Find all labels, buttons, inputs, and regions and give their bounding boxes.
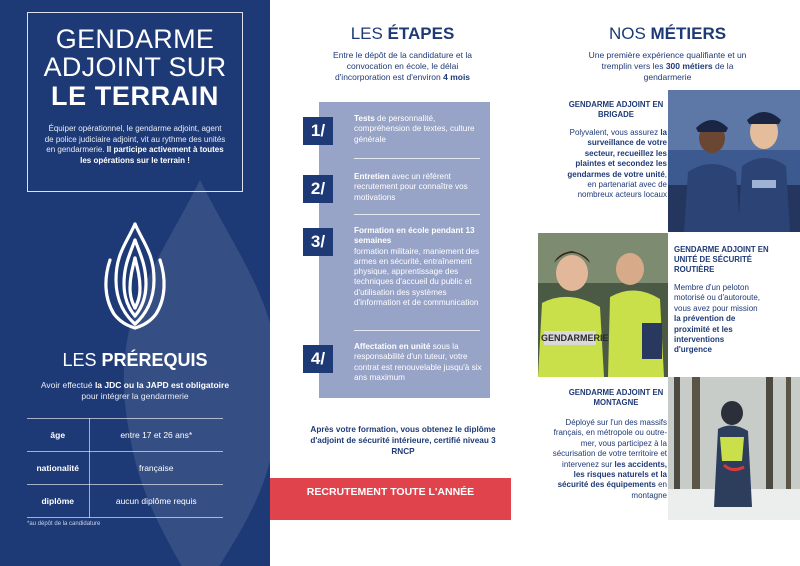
step-body: de personnalité, compréhension de textes, culture générale <box>354 114 475 144</box>
prereq-sub-part2: la JDC ou la JAPD est obligatoire <box>94 380 230 390</box>
table-row <box>27 452 223 485</box>
photo-road-safety <box>538 233 668 377</box>
step-bold: Affectation en unité <box>354 342 431 351</box>
job-title-brigade: GENDARME ADJOINT EN BRIGADE <box>568 100 664 119</box>
intro-text: Équiper opérationnel, le gendarme adjoint, agent de police judiciaire adjoint, vit au rythme des unités en gendarmerie. <box>44 124 226 154</box>
job-desc-bold: la prévention de proximité et les interventions d'urgence <box>674 314 736 355</box>
divider <box>354 214 480 215</box>
flame-icon <box>96 220 174 330</box>
jobs-title <box>535 24 800 44</box>
steps-box <box>319 102 490 398</box>
steps-title-bold: ÉTAPES <box>387 24 455 43</box>
steps-intro-text: Entre le dépôt de la candidature et la convocation en école, le délai d'incorporation est d'environ <box>333 50 472 82</box>
prereq-sub-part3: pour intégrer la gendarmerie <box>81 391 189 401</box>
req-label: nationalité <box>27 452 89 485</box>
job-desc-part: Membre d'un peloton motorisé ou d'autoroute, vous avez pour mission <box>674 283 761 313</box>
photo-brigade-image <box>668 90 800 232</box>
table-row <box>27 485 223 518</box>
prereq-title-light: LES <box>62 350 102 370</box>
photo-mountain <box>668 377 800 520</box>
jobs-title-bold: MÉTIERS <box>650 24 727 43</box>
jobs-title-light: NOS <box>608 24 651 43</box>
req-value: aucun diplôme requis <box>89 485 223 518</box>
after-training-note: Après votre formation, vous obtenez le diplôme d'adjoint de sécurité intérieure, certifié niveau 3 RNCP <box>310 425 496 456</box>
req-value: entre 17 et 26 ans* <box>89 419 223 452</box>
prereq-title <box>0 350 270 371</box>
jobs-panel <box>535 0 800 566</box>
steps-title-light: LES <box>350 24 388 43</box>
jobs-intro <box>580 50 755 83</box>
req-label: diplôme <box>27 485 89 518</box>
title-intro <box>44 124 226 166</box>
job-title-mountain: GENDARME ADJOINT EN MONTAGNE <box>568 388 664 407</box>
step-number-4: 4/ <box>303 345 333 373</box>
recruitment-button[interactable]: RECRUTEMENT TOUTE L'ANNÉE <box>270 478 511 520</box>
step-number-1: 1/ <box>303 117 333 145</box>
job-desc-road-safety <box>674 283 764 356</box>
prereq-subtitle <box>40 380 230 402</box>
job-desc-brigade <box>563 128 667 201</box>
title-line-1: GENDARME <box>55 24 215 54</box>
prereq-sub-part1: Avoir effectué <box>40 380 95 390</box>
jobs-intro-bold: 300 métiers <box>665 61 713 71</box>
step-bold: Entretien <box>354 172 390 181</box>
step-bold: Formation en école pendant 13 semaines <box>354 226 475 246</box>
steps-title <box>270 24 535 44</box>
left-panel <box>0 0 270 566</box>
steps-intro <box>320 50 485 83</box>
step-body: avec un référent recrutement pour connaître vos motivations <box>354 172 468 202</box>
requirements-table <box>27 418 223 518</box>
job-desc-bold: les accidents, les risques naturels et la sécurité des équipements <box>557 459 667 490</box>
job-desc-part: Polyvalent, vous assurez <box>569 128 661 137</box>
step-body: sous la responsabilité d'un tuteur, votre contrat est renouvelable jusqu'à six ans maximum <box>354 342 482 382</box>
step-bold: Tests <box>354 114 375 123</box>
step-body: formation militaire, maniement des armes en sécurité, entraînement physique, apprentissage des techniques d'accueil du public et d'utilisation des systèmes d'information et de communication <box>354 246 480 308</box>
jobs-intro-end: de la gendarmerie <box>643 61 734 82</box>
photo-mountain-image <box>668 377 800 520</box>
step-3-text <box>354 226 482 308</box>
step-number-2: 2/ <box>303 175 333 203</box>
job-desc-mountain <box>549 418 667 501</box>
req-label: âge <box>27 419 89 452</box>
divider <box>354 330 480 331</box>
steps-panel <box>270 0 535 566</box>
jobs-intro-text: Une première expérience qualifiante et un tremplin vers les <box>588 50 747 71</box>
photo-brigade <box>668 90 800 232</box>
step-number-3: 3/ <box>303 228 333 256</box>
title-line-3: LE TERRAIN <box>51 81 219 111</box>
divider <box>354 158 480 159</box>
footnote: *au dépôt de la candidature <box>27 521 101 527</box>
step-2-text <box>354 172 482 203</box>
req-value: française <box>89 452 223 485</box>
table-row <box>27 419 223 452</box>
job-title-road-safety: GENDARME ADJOINT EN UNITÉ DE SÉCURITÉ ROUTIÈRE <box>674 245 769 274</box>
step-4-text <box>354 342 482 383</box>
steps-intro-bold: 4 mois <box>443 72 471 82</box>
vest-label: GENDARMERIE <box>541 333 609 343</box>
title-line-2: ADJOINT SUR <box>43 52 227 82</box>
photo-road-safety-image <box>538 233 668 377</box>
job-desc-bold: la surveillance de votre secteur, recueillez les plaintes et secondez les gendarmes de votre unité <box>567 128 667 179</box>
step-1-text <box>354 114 482 145</box>
prereq-title-bold: PRÉREQUIS <box>101 350 208 370</box>
job-desc-part: , en partenariat avec de nombreux acteurs locaux <box>577 169 667 200</box>
job-desc-part: en montagne <box>631 480 667 500</box>
intro-bold-text: Il participe activement à toutes les opérations sur le terrain ! <box>80 145 224 165</box>
job-desc-part: Déployé sur l'un des massifs français, en métropole ou outre-mer, vous participez à la sécurisation de votre territoire et intervenez sur <box>552 418 667 469</box>
